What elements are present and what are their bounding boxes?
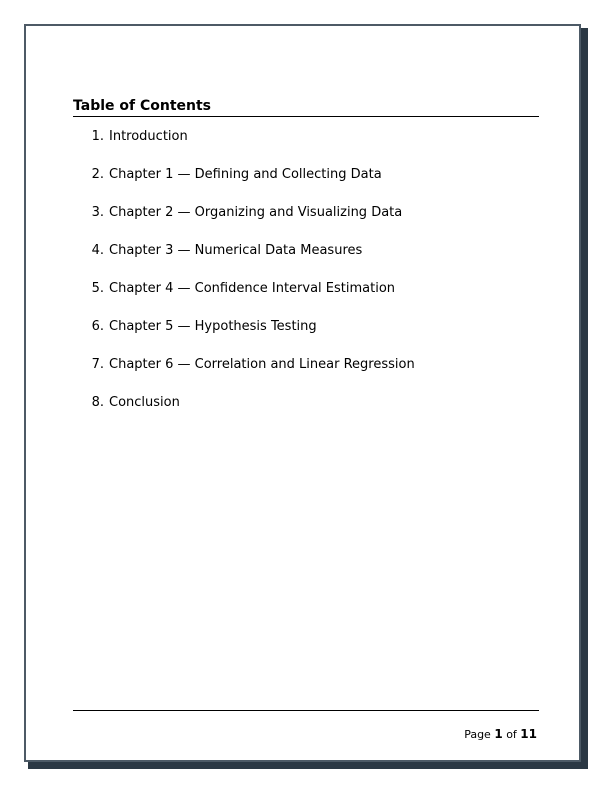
- toc-item-label: Chapter 1 — Defining and Collecting Data: [109, 167, 382, 182]
- toc-item-label: Introduction: [109, 129, 188, 144]
- current-page-number: 1: [494, 727, 503, 741]
- footer-divider: [73, 710, 539, 711]
- toc-heading: Table of Contents: [73, 97, 539, 117]
- toc-item-number: 1.: [91, 129, 104, 144]
- toc-item-number: 7.: [91, 357, 104, 372]
- toc-item-chapter-4[interactable]: [73, 278, 539, 316]
- toc-item-number: 4.: [91, 243, 104, 258]
- toc-list: [73, 126, 539, 430]
- toc-item-label: Chapter 2 — Organizing and Visualizing Data: [109, 205, 403, 220]
- document-page: [24, 24, 581, 762]
- of-word: of: [506, 728, 517, 741]
- toc-item-conclusion[interactable]: [73, 392, 539, 430]
- toc-item-label: Chapter 5 — Hypothesis Testing: [109, 319, 317, 334]
- page-number-footer: [464, 726, 537, 743]
- toc-item-label: Chapter 3 — Numerical Data Measures: [109, 243, 363, 258]
- toc-item-label: Chapter 4 — Confidence Interval Estimation: [109, 281, 396, 296]
- toc-item-chapter-2[interactable]: [73, 202, 539, 240]
- page-word: Page: [464, 728, 491, 741]
- toc-item-chapter-1[interactable]: [73, 164, 539, 202]
- toc-item-number: 5.: [91, 281, 104, 296]
- total-pages-number: 11: [520, 727, 537, 741]
- toc-item-chapter-5[interactable]: [73, 316, 539, 354]
- toc-item-introduction[interactable]: [73, 126, 539, 164]
- toc-item-chapter-3[interactable]: [73, 240, 539, 278]
- toc-item-label: Chapter 6 — Correlation and Linear Regression: [109, 357, 415, 372]
- toc-item-number: 2.: [91, 167, 104, 182]
- toc-item-number: 3.: [91, 205, 104, 220]
- toc-item-chapter-6[interactable]: [73, 354, 539, 392]
- toc-item-label: Conclusion: [109, 395, 180, 410]
- toc-item-number: 6.: [91, 319, 104, 334]
- toc-item-number: 8.: [91, 395, 104, 410]
